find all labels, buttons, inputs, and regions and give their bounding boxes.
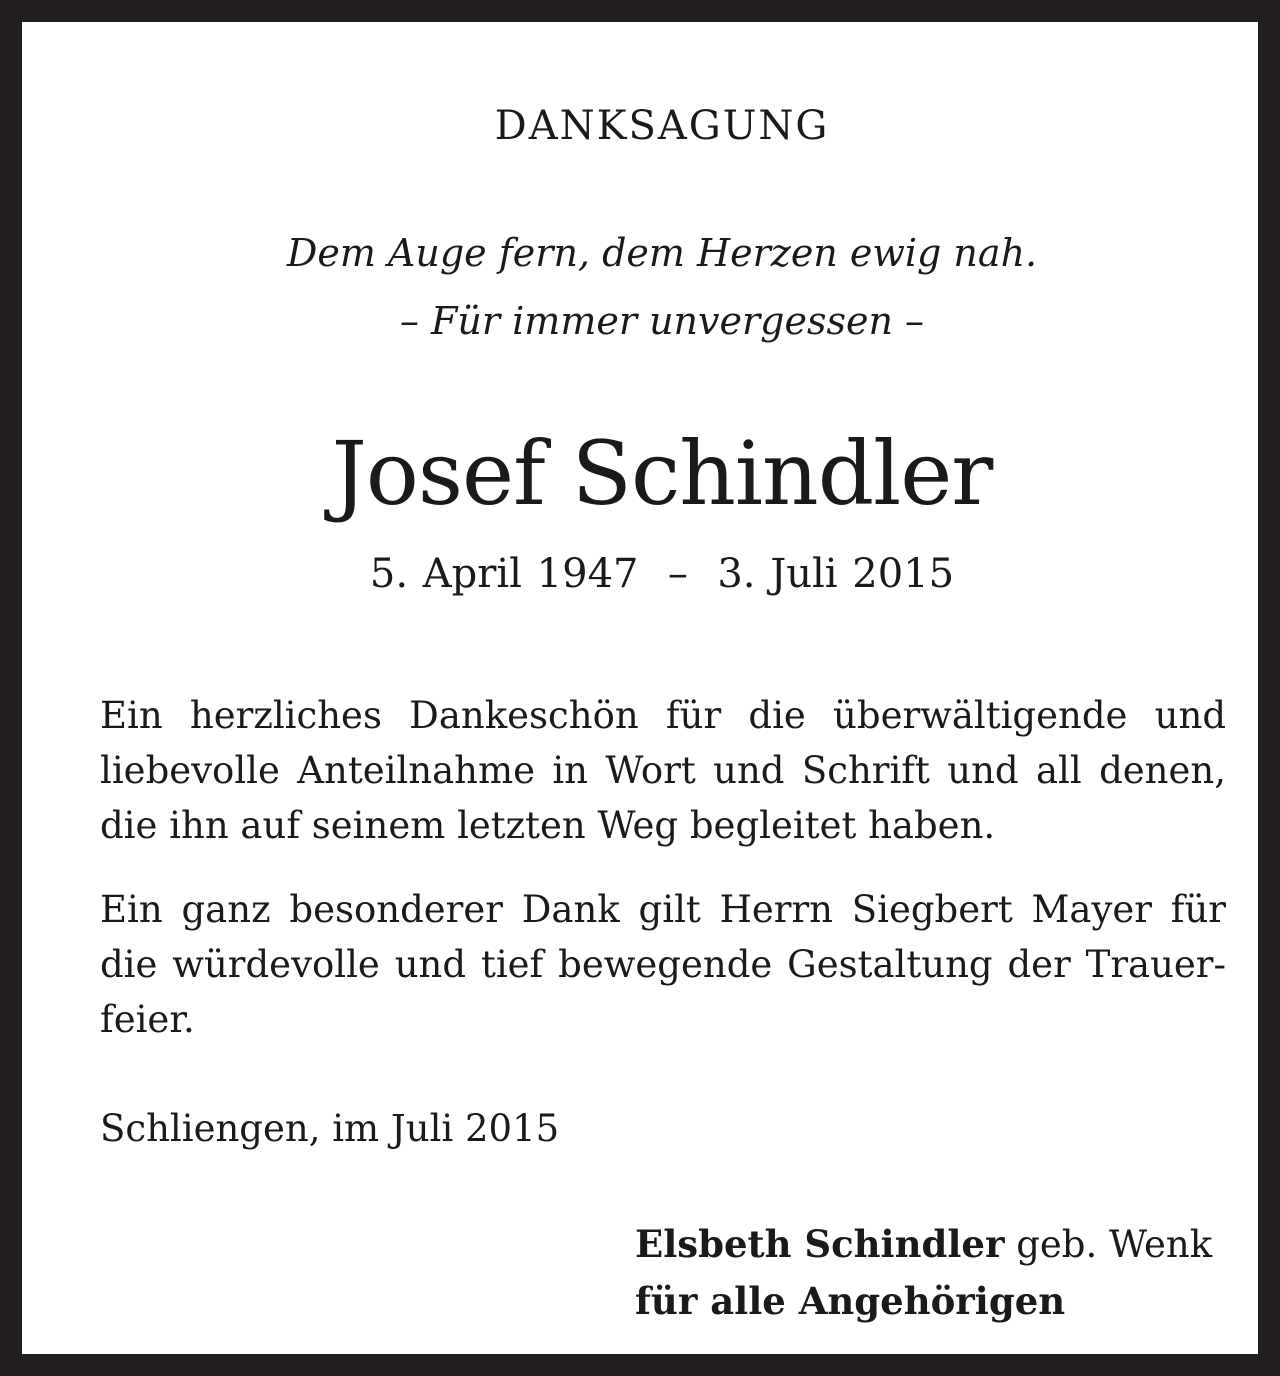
thanks-paragraph: [100, 688, 1226, 853]
signatory-name: Elsbeth Schindler: [635, 1222, 1005, 1266]
deceased-name: Josef Schindler: [331, 422, 993, 525]
signatory-maiden-name: geb. Wenk: [1004, 1223, 1213, 1266]
life-dates: 5. April 1947 – 3. Juli 2015: [369, 551, 955, 597]
place-and-date: Schliengen, im Juli 2015: [100, 1107, 560, 1150]
paragraph-line: feier.: [100, 998, 195, 1041]
motto-line-1: Dem Auge fern, dem Herzen ewig nah.: [286, 231, 1038, 275]
paragraph-line: Ein ganz besonderer Dank gilt Herrn Siegbert Mayer für: [100, 888, 1226, 931]
paragraph-line: Ein herzliches Dankeschön für die überwältigende und: [100, 694, 1226, 737]
paragraph-line: liebevolle Anteilnahme in Wort und Schrift und all denen,: [100, 749, 1226, 792]
signature-line-2: [635, 1273, 1212, 1330]
paragraph-line: die ihn auf seinem letzten Weg begleitet haben.: [100, 804, 996, 847]
signature-line-1: [635, 1216, 1212, 1273]
signatory-family: für alle Angehörigen: [635, 1279, 1066, 1323]
paragraph-line: die würdevolle und tief bewegende Gestaltung der Trauer-: [100, 943, 1226, 986]
special-thanks-paragraph: [100, 882, 1226, 1047]
signature-block: [635, 1216, 1212, 1330]
motto-line-2: – Für immer unvergessen –: [399, 299, 925, 343]
notice-heading: DANKSAGUNG: [494, 103, 830, 149]
